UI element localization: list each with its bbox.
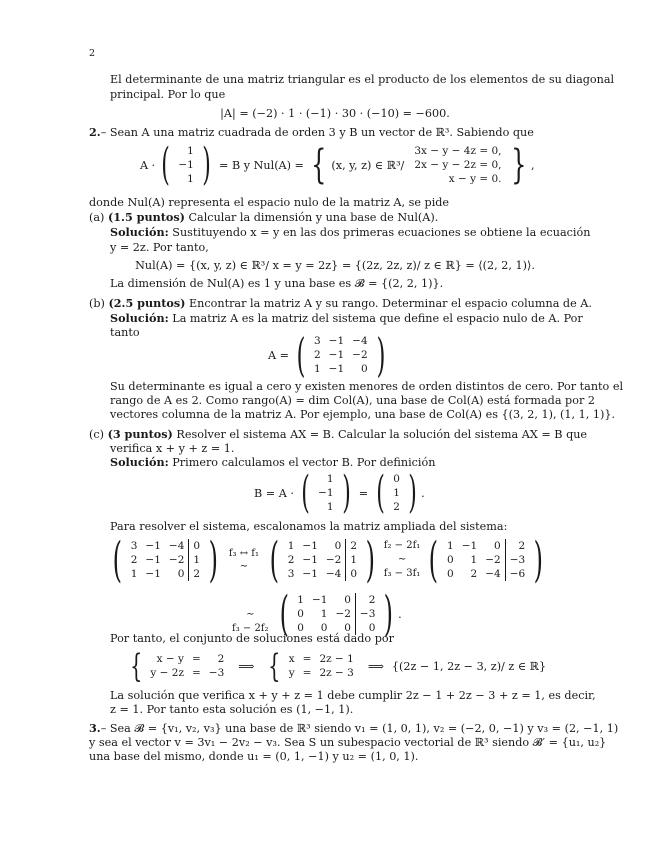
vector-entry: −1 [318, 487, 334, 499]
system-cell: = [302, 667, 312, 679]
matrix-cell: −1 [302, 554, 318, 566]
vector-b-lhs: B = A · [254, 486, 294, 500]
problem-2-tail: donde Nul(A) representa el espacio nulo de la matriz A, se pide [89, 196, 450, 209]
brace-left: { [268, 647, 281, 685]
system-cell: = [191, 667, 201, 679]
part-b-conclusion-3: vectores columna de la matriz A. Por ejemplo, una base de Col(A) es {(3, 2, 1), (1, 1, 1)}. [110, 408, 616, 421]
brace-left: { [311, 142, 327, 188]
system-row: x − y = 0. [448, 173, 502, 185]
period: . [421, 486, 425, 500]
solution-systems [126, 648, 546, 684]
system-b [285, 652, 358, 680]
tilde-symbol: ∼ [239, 561, 249, 572]
augmented-matrix-1 [127, 539, 204, 581]
matrix-cell: −4 [485, 568, 501, 580]
operation-3 [232, 592, 269, 636]
system-cell: x − y [156, 653, 184, 665]
matrix-cell: −1 [328, 335, 345, 347]
brace-left: { [130, 647, 143, 685]
matrix-cell: 1 [313, 363, 321, 375]
system-row: 2x − y − 2z = 0, [414, 159, 502, 171]
implies-arrow: ⟹ [238, 659, 255, 673]
part-c-solution-label: Solución: [110, 455, 169, 469]
part-b-conclusion-2: rango de A es 2. Como rango(A) = dim Col(A), una base de Col(A) está formada por 2 [110, 394, 595, 407]
vector-entry: 1 [187, 145, 194, 157]
problem-2-equation [140, 138, 535, 192]
paren-right: ) [365, 532, 376, 588]
system-row: 3x − y − 4z = 0, [414, 145, 502, 157]
matrix-cell: 2 [470, 568, 478, 580]
vector-b [389, 472, 404, 514]
part-c-task-line [89, 427, 587, 442]
part-c-task-line2: verifica x + y + z = 1. [110, 442, 235, 455]
matrix-a-equation [268, 330, 390, 380]
matrix-cell: −1 [145, 568, 161, 580]
vector-entry: −1 [178, 159, 194, 171]
operation-2 [384, 539, 421, 581]
operation-1 [229, 547, 259, 573]
matrix-cell: 0 [355, 621, 379, 635]
tilde-symbol: ∼ [246, 609, 255, 620]
part-a-solution-label: Solución: [110, 225, 169, 239]
operation-label: f₂ − 2f₁ [383, 540, 421, 551]
matrix-cell: −2 [168, 554, 185, 566]
operation-label: f₃ ↔ f₁ [228, 548, 259, 559]
problem-2-intro-text: – Sean A una matriz cuadrada de orden 3 y B un vector de ℝ³. Sabiendo que [100, 126, 534, 139]
matrix-cell: −3 [355, 607, 379, 621]
set-lhs: (x, y, z) ∈ ℝ³/ [331, 158, 405, 172]
part-a-solution-line [110, 225, 590, 240]
part-b-label: (b) [89, 297, 105, 310]
matrix-cell: 3 [287, 568, 295, 580]
paren-left: ( [279, 586, 289, 642]
part-b-conclusion-1: Su determinante es igual a cero y existen menores de orden distintos de cero. Por tanto el [110, 380, 624, 393]
matrix-cell: 3 [313, 335, 321, 347]
part-c-label: (c) [89, 428, 104, 441]
equals-sign: = [358, 486, 369, 500]
system-cell: 2 [217, 653, 225, 665]
matrix-cell: 1 [189, 553, 204, 567]
paren-right: ) [341, 467, 351, 518]
system-cell: −3 [208, 667, 225, 679]
vector-input [314, 472, 337, 514]
vector-entry: 1 [326, 473, 334, 485]
matrix-cell: 0 [189, 539, 204, 553]
part-b-points: (2.5 puntos) [108, 296, 186, 310]
solution-set: {(2z − 1, 2z − 3, z)/ z ∈ ℝ} [391, 659, 547, 673]
period: . [398, 607, 402, 621]
row-reduction-step-1 [108, 534, 548, 586]
part-c-solution-text: Primero calculamos el vector B. Por definición [172, 456, 436, 469]
matrix-cell: 1 [130, 568, 138, 580]
paren-left: ( [301, 467, 310, 518]
part-c-points: (3 puntos) [107, 427, 173, 441]
matrix-cell: −1 [328, 363, 345, 375]
matrix-cell: 2 [505, 539, 529, 553]
system-cell: x [288, 653, 295, 665]
operation-label: f₃ − 3f₁ [383, 568, 421, 579]
matrix-cell: 2 [346, 539, 361, 553]
matrix-cell: 1 [287, 540, 295, 552]
problem-3-line1 [89, 721, 618, 736]
part-c-final-1: La solución que verifica x + y + z = 1 debe cumplir 2z − 1 + 2z − 3 + z = 1, es decir, [110, 689, 596, 702]
brace-right: } [510, 142, 526, 188]
paren-left: ( [428, 532, 439, 588]
matrix-cell: 1 [320, 608, 328, 620]
paren-right: ) [384, 586, 394, 642]
tilde-symbol: ∼ [397, 554, 407, 565]
vector-entry: 1 [326, 501, 334, 513]
system-cell: 2z − 1 [319, 653, 354, 665]
paren-left: ( [376, 467, 385, 518]
system-a [146, 652, 228, 680]
vector-entry: 0 [393, 473, 400, 485]
matrix-cell: −1 [328, 349, 345, 361]
matrix-cell: −2 [485, 554, 501, 566]
system-cell: = [191, 653, 201, 665]
matrix-cell: −3 [505, 553, 529, 567]
part-a-conclusion: La dimensión de Nul(A) es 1 y una base es 𝓑 = {(2, 2, 1)}. [110, 277, 444, 290]
augmented-matrix-2 [284, 539, 361, 581]
eq-b-nul: = B y Nul(A) = [219, 158, 304, 172]
matrix-cell: 0 [334, 540, 342, 552]
eq-a-dot: A · [140, 158, 156, 172]
matrix-cell: 0 [344, 594, 351, 606]
part-b-solution-label: Solución: [110, 311, 169, 325]
matrix-cell: 2 [355, 593, 379, 607]
operation-label: f₃ − 2f₂ [232, 623, 269, 634]
part-c-task: Resolver el sistema AX = B. Calcular la solución del sistema AX = B que [176, 428, 588, 441]
paren-left: ( [296, 328, 306, 382]
nul-system [410, 144, 505, 186]
matrix-cell: 1 [297, 594, 304, 606]
part-b-solution-text: La matriz A es la matriz del sistema que define el espacio nulo de A. Por [172, 312, 583, 325]
part-c-final-2: z = 1. Por tanto esta solución es (1, −1, 1). [110, 703, 354, 716]
matrix-a-lhs: A = [268, 348, 290, 362]
part-b-task-line [89, 296, 592, 311]
matrix-cell: 2 [189, 567, 204, 581]
matrix-cell: 2 [130, 554, 138, 566]
p1-line1: El determinante de una matriz triangular es el producto de los elementos de su diagonal [110, 73, 615, 86]
problem-3-line3: una base del mismo, donde u₁ = (0, 1, −1) y u₂ = (1, 0, 1). [89, 750, 419, 763]
system-cell: = [302, 653, 312, 665]
matrix-cell: 0 [320, 622, 328, 634]
matrix-cell: 0 [346, 567, 361, 581]
matrix-cell: 2 [313, 349, 321, 361]
paren-right: ) [408, 467, 417, 518]
problem-3-line2: y sea el vector v = 3v₁ − 2v₂ − v₃. Sea S un subespacio vectorial de ℝ³ siendo 𝓑′ = {u₁, u₂} [89, 736, 607, 749]
problem-3-label: 3. [89, 721, 101, 735]
part-a-label: (a) [89, 211, 105, 224]
comma: , [530, 158, 535, 172]
part-a-solution-text: Sustituyendo x = y en las dos primeras ecuaciones se obtiene la ecuación [172, 226, 591, 239]
matrix-cell: 0 [177, 568, 185, 580]
matrix-cell: 0 [494, 540, 501, 552]
matrix-cell: 0 [344, 622, 351, 634]
matrix-a [310, 334, 372, 376]
part-a-points: (1.5 puntos) [107, 210, 185, 224]
matrix-cell: 0 [447, 554, 454, 566]
matrix-cell: −1 [145, 554, 161, 566]
matrix-cell: 1 [346, 553, 361, 567]
paren-right: ) [533, 532, 544, 588]
matrix-cell: 3 [130, 540, 138, 552]
matrix-cell: −1 [311, 594, 328, 606]
matrix-cell: −1 [461, 540, 478, 552]
vector-entry: 1 [393, 487, 400, 499]
paren-left: ( [161, 139, 171, 190]
part-b-solution-line2: tanto [110, 326, 140, 339]
problem-2-label: 2. [89, 125, 101, 139]
implies-arrow: ⟹ [367, 659, 384, 673]
part-b-task: Encontrar la matriz A y su rango. Determinar el espacio columna de A. [189, 297, 592, 310]
problem-3-text: – Sea 𝓑 = {v₁, v₂, v₃} una base de ℝ³ siendo v₁ = (1, 0, 1), v₂ = (−2, 0, −1) y v₃ = (2, −1, 1) [100, 722, 619, 735]
part-b-solution-line [110, 311, 583, 326]
matrix-cell: −2 [352, 349, 368, 361]
system-cell: 2z − 3 [319, 667, 354, 679]
matrix-cell: −1 [145, 540, 161, 552]
matrix-cell: −1 [302, 568, 318, 580]
matrix-cell: 0 [297, 608, 304, 620]
matrix-cell: 2 [287, 554, 295, 566]
matrix-cell: −4 [325, 568, 342, 580]
system-cell: y − 2z [150, 667, 184, 679]
system-cell: y [288, 667, 295, 679]
paren-right: ) [208, 532, 219, 588]
augmented-matrix-3 [443, 539, 529, 581]
paren-left: ( [112, 532, 123, 588]
vector-b-source [174, 144, 197, 186]
paren-left: ( [269, 532, 280, 588]
matrix-cell: −6 [505, 567, 529, 581]
vector-entry: 1 [187, 173, 194, 185]
matrix-cell: 1 [470, 554, 478, 566]
matrix-cell: 0 [360, 363, 368, 375]
matrix-cell: 0 [447, 568, 454, 580]
vector-entry: 2 [393, 501, 400, 513]
part-a-solution-line2: y = 2z. Por tanto, [110, 241, 209, 254]
p1-line2: principal. Por lo que [110, 88, 226, 101]
vector-b-equation [254, 468, 425, 518]
matrix-cell: −4 [168, 540, 185, 552]
matrix-cell: −2 [335, 608, 351, 620]
matrix-cell: 1 [447, 540, 454, 552]
part-a-task-line [89, 210, 438, 225]
part-a-nul-equation: Nul(A) = {(x, y, z) ∈ ℝ³/ x = y = 2z} = {(2z, 2z, z)/ z ∈ ℝ} = ⟨(2, 2, 1)⟩. [135, 259, 535, 272]
matrix-cell: −4 [352, 335, 368, 347]
part-c-text3: Por tanto, el conjunto de soluciones está dado por [110, 632, 394, 645]
paren-right: ) [202, 139, 211, 190]
part-a-task: Calcular la dimensión y una base de Nul(A). [188, 211, 439, 224]
augmented-matrix-4 [293, 593, 379, 635]
page-number: 2 [89, 48, 96, 59]
matrix-cell: −1 [302, 540, 318, 552]
part-c-text2: Para resolver el sistema, escalonamos la matriz ampliada del sistema: [110, 520, 508, 533]
paren-right: ) [376, 328, 386, 382]
matrix-cell: 0 [297, 622, 304, 634]
p1-determinant-equation: |A| = (−2) · 1 · (−1) · 30 · (−10) = −600. [220, 107, 450, 120]
matrix-cell: −2 [325, 554, 342, 566]
